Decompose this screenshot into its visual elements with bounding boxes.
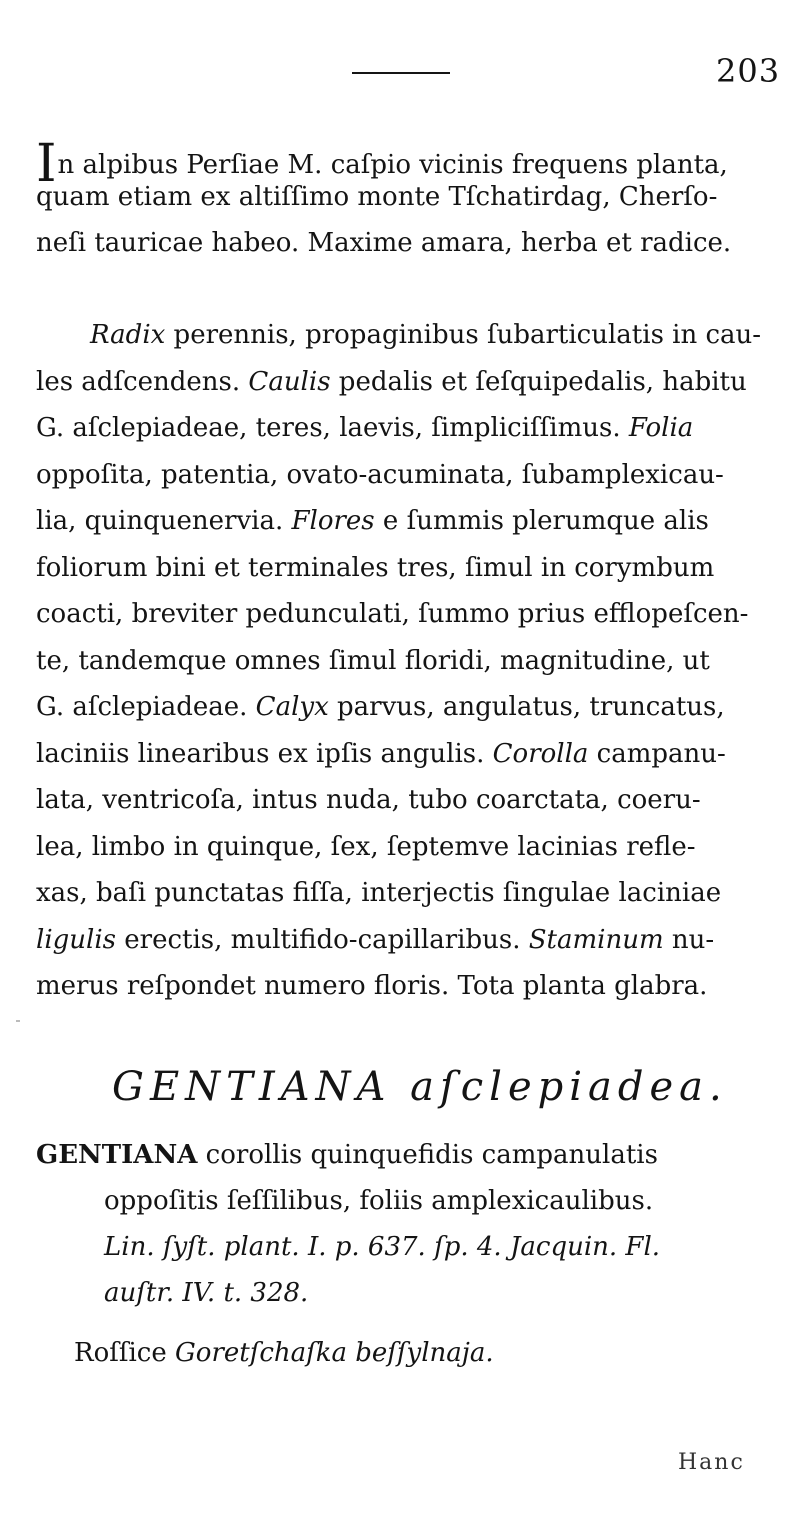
desc-line	[36, 415, 693, 441]
species-title: GENTIANA aſclepiadea.	[112, 1064, 728, 1110]
text-run: oppoſita, patentia, ovato-acuminata, ſubamplexicau-	[36, 459, 724, 490]
text-run: foliorum bini et terminales tres, ſimul in corymbum	[36, 552, 715, 583]
text-run: merus reſpondet numero floris. Tota planta glabra.	[36, 971, 708, 1001]
desc-line	[90, 322, 761, 348]
text-run: G. aſclepiadeae.	[36, 692, 256, 722]
text-run: e ſummis plerumque alis	[374, 506, 709, 536]
page-number: 203	[716, 52, 781, 90]
text-run: lata, ventricoſa, intus nuda, tubo coarctata, coeru-	[36, 785, 701, 815]
text-run	[502, 1232, 510, 1262]
text-run: lea, limbo in quinque, ſex, ſeptemve lacinias refle-	[36, 831, 696, 862]
text-run: Lin. ſyſt. plant. I. p. 637. ſp. 4.	[104, 1232, 502, 1262]
text-run: auſtr. IV. t. 328.	[104, 1278, 309, 1308]
desc-line	[36, 831, 696, 862]
catchword: Hanc	[678, 1450, 745, 1475]
text-run: erectis, multifido-capillaribus.	[116, 924, 529, 955]
desc-line	[36, 880, 721, 906]
desc-line	[36, 924, 715, 955]
syn-line	[104, 1188, 653, 1214]
text-run: Roſſice	[74, 1338, 176, 1368]
desc-line	[36, 738, 726, 769]
syn-line	[104, 1234, 660, 1260]
text-run: Staminum	[528, 924, 664, 955]
text-run: nu-	[663, 924, 715, 955]
syn-line	[36, 1142, 658, 1168]
intro-line: quam etiam ex altiſſimo monte Tſchatirdag, Cherſo-	[36, 182, 718, 212]
text-run: te, tandemque omnes ſimul floridi, magnitudine, ut	[36, 645, 710, 676]
text-run: G. aſclepiadeae, teres, laevis, ſimpliciſſimus.	[36, 413, 629, 443]
text-run: pedalis et ſeſquipedalis, habitu	[330, 366, 747, 397]
text-run: Calyx	[255, 692, 329, 722]
text-run: Flores	[291, 506, 375, 536]
desc-line	[36, 645, 710, 676]
text-run: corollis quinquefidis campanulatis	[197, 1140, 658, 1170]
syn-line	[104, 1280, 308, 1306]
desc-line	[36, 459, 724, 490]
text-run: Goretſchaſka beſſylnaja.	[175, 1338, 494, 1368]
desc-line	[36, 973, 707, 999]
text-run: laciniis linearibus ex ipſis angulis.	[36, 738, 493, 769]
text-run: perennis, propaginibus ſubarticulatis in cau-	[165, 320, 762, 350]
text-run: campanu-	[588, 738, 726, 769]
text-run: Caulis	[248, 366, 331, 397]
header-rule	[352, 72, 450, 74]
text-run: ligulis	[36, 924, 116, 955]
desc-line	[36, 787, 701, 813]
text-run: lia, quinquenervia.	[36, 506, 292, 536]
intro-line: In alpibus Perſiae M. caſpio vicinis frequens planta,	[36, 134, 728, 194]
text-run: coacti, breviter pedunculati, ſummo prius efflореſcen-	[36, 599, 749, 629]
russ-line	[74, 1340, 494, 1366]
text-run: Radix	[90, 320, 166, 350]
text-run: Jacquin. Fl.	[509, 1232, 661, 1262]
desc-line	[36, 601, 748, 627]
drop-initial: I	[36, 134, 57, 194]
desc-line	[36, 366, 747, 397]
text-run: Folia	[628, 413, 694, 443]
text-run: GENTIANA	[36, 1140, 198, 1170]
text-run: oppoſitis ſeſſilibus, foliis amplexicaulibus.	[104, 1186, 654, 1216]
paper-speck	[16, 1020, 24, 1024]
text-run: parvus, angulatus, truncatus,	[328, 692, 725, 722]
text-run: xas, baſi punctatas fiſſa, interjectis ſingulae laciniae	[36, 878, 722, 908]
intro-line: neſi tauricae habeo. Maxime amara, herba et radice.	[36, 228, 732, 258]
desc-line	[36, 694, 725, 720]
desc-line	[36, 552, 715, 583]
desc-line	[36, 508, 709, 534]
text-run: Corolla	[492, 738, 589, 769]
text-run: les adſcendens.	[36, 366, 249, 397]
